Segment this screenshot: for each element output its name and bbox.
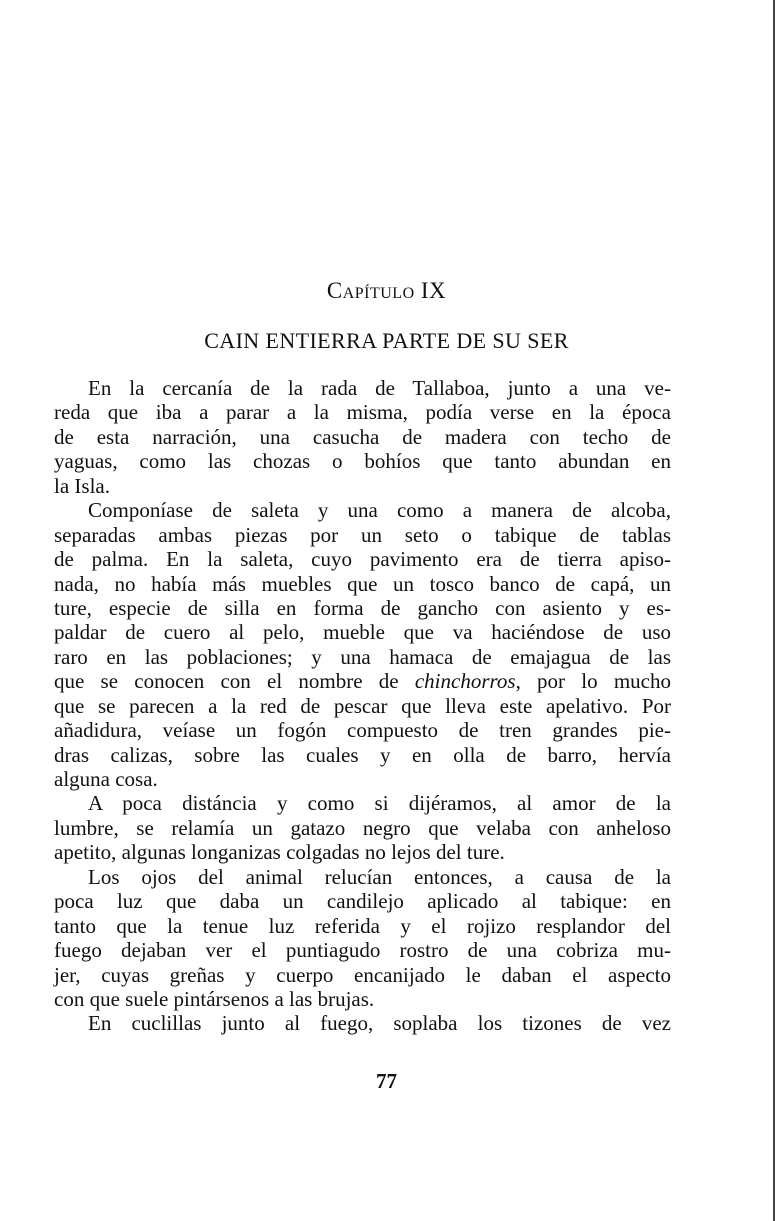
text-line: nada, no había más muebles que un tosco banco de capá, un xyxy=(54,571,671,596)
chapter-title: CAIN ENTIERRA PARTE DE SU SER xyxy=(204,328,569,353)
text-line: ture, especie de silla en forma de gancho con asiento y es- xyxy=(54,595,671,620)
text-line: jer, cuyas greñas y cuerpo encanijado le daban el aspecto xyxy=(54,962,671,987)
chapter-number: IX xyxy=(420,278,447,303)
body-text xyxy=(54,376,671,1036)
text-line: de esta narración, una casucha de madera con techo de xyxy=(54,424,671,449)
text-line: raro en las poblaciones; y una hamaca de emajagua de las xyxy=(54,644,671,669)
text-line: fuego dejaban ver el puntiagudo rostro de una cobriza mu- xyxy=(54,938,671,963)
text-line: tanto que la tenue luz referida y el rojizo resplandor del xyxy=(54,913,671,938)
text-line: lumbre, se relamía un gatazo negro que velaba con anheloso xyxy=(54,815,671,840)
text-line: de palma. En la saleta, cuyo pavimento era de tierra apiso- xyxy=(54,547,671,572)
text-line: poca luz que daba un candilejo aplicado al tabique: en xyxy=(54,889,671,914)
text-line: alguna cosa. xyxy=(54,767,158,791)
text-line: paldar de cuero al pelo, mueble que va haciéndose de uso xyxy=(54,620,671,645)
text-line: añadidura, veíase un fogón compuesto de tren grandes pie- xyxy=(54,718,671,743)
text-line: apetito, algunas longanizas colgadas no lejos del ture. xyxy=(54,840,505,865)
page-number: 77 xyxy=(376,1069,397,1093)
text-line: la Isla. xyxy=(54,473,110,498)
text-line: dras calizas, sobre las cuales y en olla de barro, hervía xyxy=(54,742,671,767)
text-line-italic-word: que se conocen con el nombre de chinchorros, por lo mucho xyxy=(54,669,671,694)
chapter-cap: C xyxy=(326,278,343,303)
text-line: reda que iba a parar a la misma, podía verse en la época xyxy=(54,400,671,425)
chapter-small: APÍTULO xyxy=(342,285,415,302)
italic-word: chinchorros xyxy=(414,669,516,694)
text-line: que se parecen a la red de pescar que lleva este apelativo. Por xyxy=(54,693,671,718)
text-line: En cuclillas junto al fuego, soplaba los tizones de vez xyxy=(88,1011,671,1036)
chapter-heading xyxy=(0,278,773,304)
text-line: Componíase de saleta y una como a manera de alcoba, xyxy=(88,498,671,523)
text-line: con que suele pintársenos a las brujas. xyxy=(54,986,375,1011)
text-line: A poca distáncia y como si dijéramos, al amor de la xyxy=(88,791,671,816)
text-line: Los ojos del animal relucían entonces, a causa de la xyxy=(88,864,671,889)
text-line: yaguas, como las chozas o bohíos que tanto abundan en xyxy=(54,449,671,474)
text-line: separadas ambas piezas por un seto o tabique de tablas xyxy=(54,522,671,547)
text-line: En la cercanía de la rada de Tallaboa, junto a una ve- xyxy=(88,376,671,400)
